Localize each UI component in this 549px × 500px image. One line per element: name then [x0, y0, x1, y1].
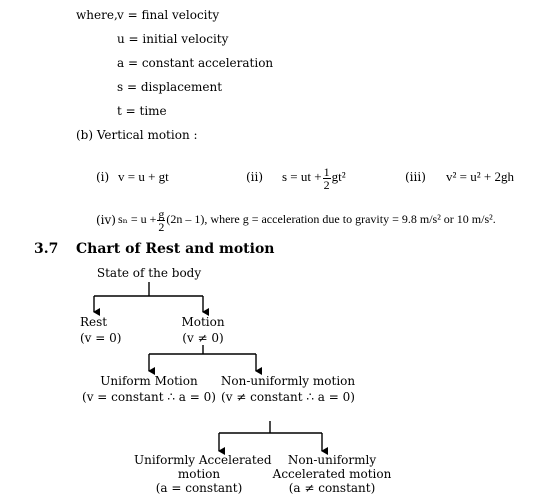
- section-title: Chart of Rest and motion: [76, 241, 275, 257]
- node-motion-sub: (v ≠ 0): [182, 331, 224, 345]
- eq4-lhs: sₙ = u +: [118, 212, 157, 226]
- node-motion-title: Motion: [181, 315, 225, 329]
- eq2-lhs: s = ut +: [282, 169, 322, 184]
- eq1-formula: v = u + gt: [118, 169, 169, 184]
- node-uniformly-accelerated: [134, 453, 272, 495]
- node-nonuniformly-accelerated: [267, 453, 397, 495]
- def-final-velocity: v = final velocity: [117, 8, 220, 22]
- def-constant-acceleration: a = constant acceleration: [117, 56, 274, 70]
- node-uniform-title: Uniform Motion: [100, 374, 198, 388]
- node-state-of-body: State of the body: [96, 266, 202, 280]
- node-nonuniform-title: Non-uniformly motion: [220, 374, 356, 388]
- node-nuacc-line3: (a ≠ constant): [288, 481, 376, 495]
- def-time: t = time: [117, 104, 167, 118]
- node-nonuniform-motion: [208, 374, 368, 404]
- node-uacc-line2: motion: [177, 467, 221, 481]
- eq1-label: (i): [96, 170, 110, 184]
- node-rest: [80, 315, 121, 345]
- def-initial-velocity: u = initial velocity: [117, 32, 229, 46]
- eq4-rhs: (2n – 1), where g = acceleration due to gravity = 9.8 m/s² or 10 m/s².: [166, 212, 496, 226]
- eq2-frac-den: 2: [323, 177, 330, 192]
- eq3-formula: v² = u² + 2gh: [446, 169, 514, 184]
- where-label: where,: [76, 8, 118, 22]
- eq2-frac-num: 1: [323, 164, 330, 179]
- node-uniform-motion: [69, 374, 229, 404]
- node-rest-sub: (v = 0): [80, 331, 122, 345]
- node-rest-title: Rest: [80, 315, 108, 329]
- node-motion: [173, 315, 233, 345]
- node-nonuniform-sub: (v ≠ constant ∴ a = 0): [221, 390, 355, 404]
- node-uacc-line1: Uniformly Accelerated: [134, 453, 272, 467]
- eq4-frac-den: 2: [158, 219, 165, 234]
- eq3-label: (iii): [405, 170, 426, 184]
- eq2-rhs: gt²: [331, 169, 346, 184]
- node-nuacc-line1: Non-uniformly: [287, 453, 377, 467]
- def-displacement: s = displacement: [117, 80, 223, 94]
- node-uacc-line3: (a = constant): [155, 481, 243, 495]
- eq4-frac-num: g: [158, 206, 165, 221]
- eq2-label: (ii): [246, 170, 264, 184]
- vertical-motion-heading: (b) Vertical motion :: [76, 128, 198, 142]
- section-number: 3.7: [34, 241, 59, 257]
- node-nuacc-line2: Accelerated motion: [272, 467, 392, 481]
- node-uniform-sub: (v = constant ∴ a = 0): [82, 390, 216, 404]
- eq4-label: (iv): [96, 213, 116, 227]
